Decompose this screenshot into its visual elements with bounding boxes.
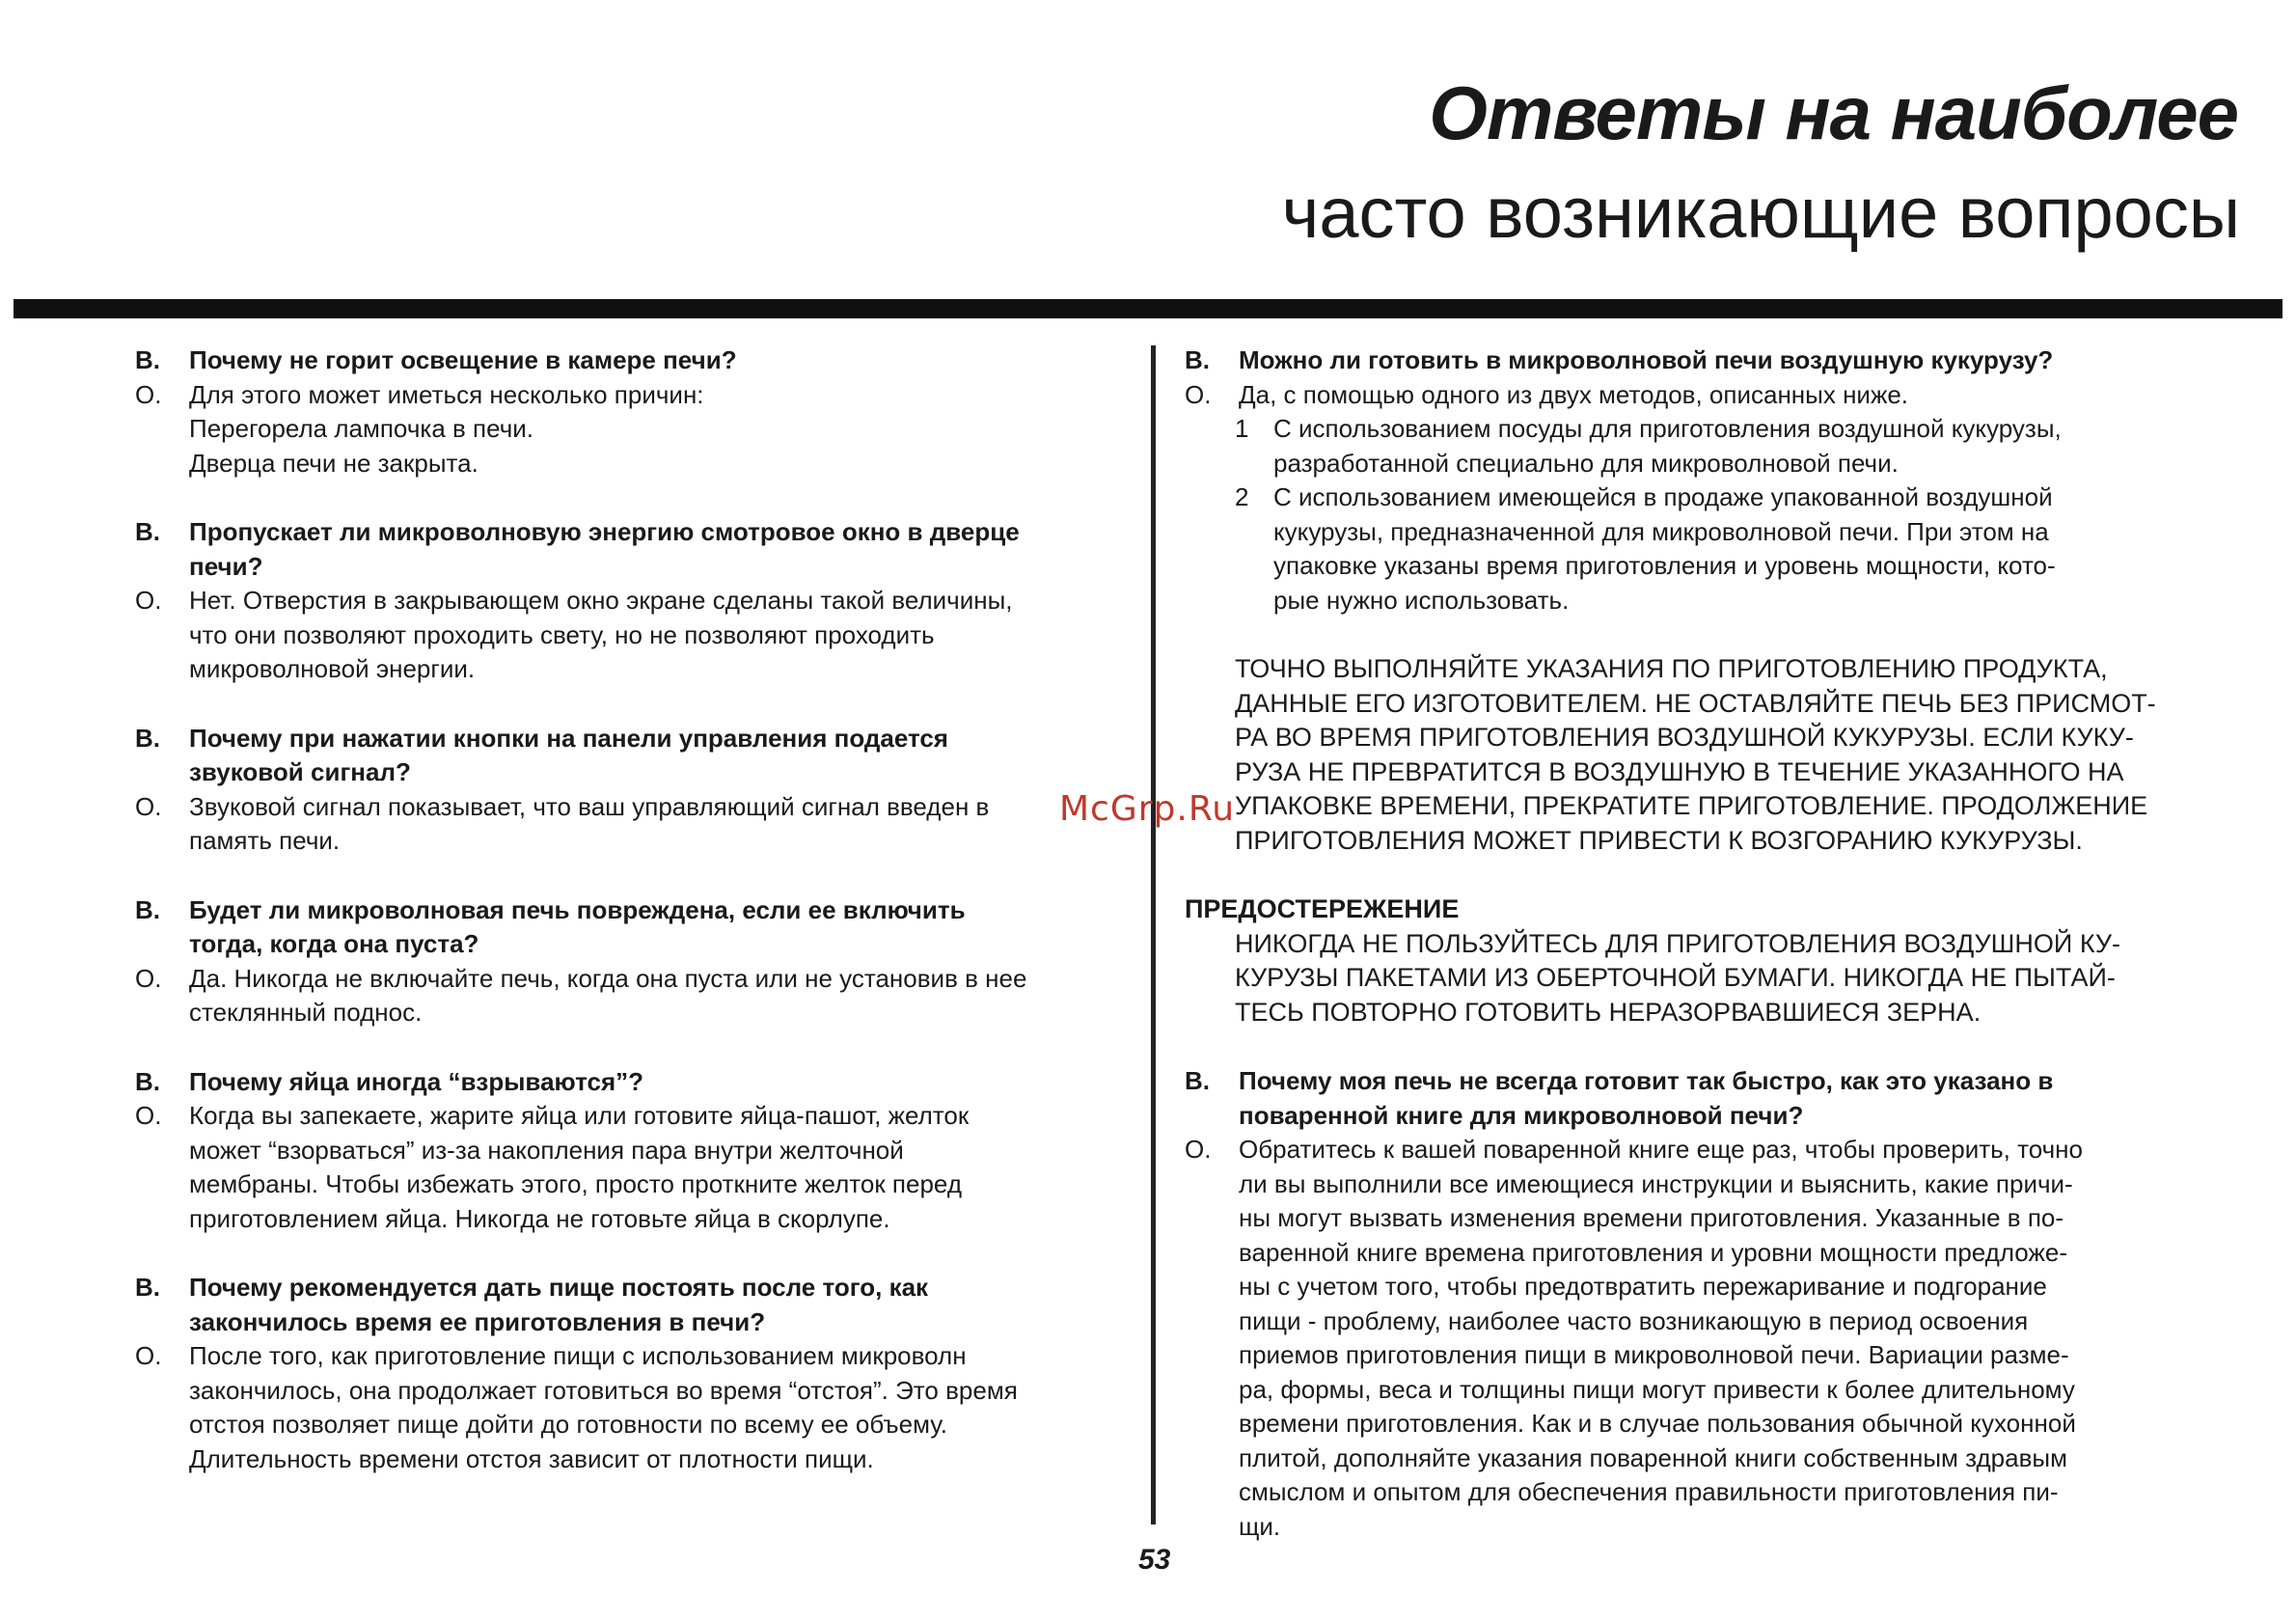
question-line	[135, 1305, 1109, 1340]
method-text: С использованием имеющейся в продаже упакованной воздушной	[1273, 482, 2053, 511]
answer-line	[1185, 1475, 2207, 1510]
method-item	[1185, 412, 2207, 447]
header-rule	[14, 299, 2282, 318]
watermark: McGrp.Ru	[1059, 789, 1236, 829]
question-line	[1185, 1064, 2207, 1099]
question-text: Почему при нажатии кнопки на панели управления подается	[189, 723, 948, 753]
answer-text: Нет. Отверстия в закрывающем окно экране сделаны такой величины,	[189, 586, 1013, 615]
answer-text: стеклянный поднос.	[189, 998, 423, 1027]
answer-line	[135, 584, 1109, 618]
question-text: Пропускает ли микроволновую энергию смотровое окно в дверце	[189, 517, 1020, 546]
answer-line	[135, 790, 1109, 825]
answer-line	[1185, 1373, 2207, 1408]
question-text: Будет ли микроволновая печь повреждена, если ее включить	[189, 894, 966, 924]
answer-line	[135, 652, 1109, 687]
warning-block	[1185, 892, 2207, 1030]
method-text: С использованием посуды для приготовления воздушной кукурузы,	[1273, 414, 2062, 443]
popcorn-notice-line: УПАКОВКЕ ВРЕМЕНИ, ПРЕКРАТИТЕ ПРИГОТОВЛЕНИЕ. ПРОДОЛЖЕНИЕ	[1235, 791, 2148, 820]
method-text: упаковке указаны время приготовления и уровень мощности, кото-	[1273, 551, 2056, 580]
question-tag: В.	[135, 345, 160, 374]
answer-text: мембраны. Чтобы избежать этого, просто проткните желток перед	[189, 1169, 962, 1198]
answer-text: щи.	[1239, 1511, 1281, 1541]
question-line	[1185, 343, 2207, 378]
page-title-line1: Ответы на наиболее	[1429, 70, 2238, 155]
popcorn-notice-line: ТОЧНО ВЫПОЛНЯЙТЕ УКАЗАНИЯ ПО ПРИГОТОВЛЕНИЮ ПРОДУКТА,	[1235, 654, 2108, 683]
answer-line	[135, 996, 1109, 1030]
answer-text: Обратитесь к вашей поваренной книге еще раз, чтобы проверить, точно	[1239, 1135, 2083, 1164]
answer-line	[1185, 1167, 2207, 1202]
answer-text: закончилось, она продолжает готовиться во время “отстоя”. Это время	[189, 1375, 1018, 1405]
answer-text: Звуковой сигнал показывает, что ваш управляющий сигнал введен в	[189, 791, 990, 821]
method-number: 1	[1235, 414, 1249, 443]
answer-text: микроволновой энергии.	[189, 654, 476, 683]
question-line	[135, 722, 1109, 756]
popcorn-notice-line: РУЗА НЕ ПРЕВРАТИТСЯ В ВОЗДУШНУЮ В ТЕЧЕНИЕ УКАЗАННОГО НА	[1235, 756, 2124, 786]
warning-line: КУРУЗЫ ПАКЕТАМИ ИЗ ОБЕРТОЧНОЙ БУМАГИ. НИКОГДА НЕ ПЫТАЙ-	[1235, 963, 2116, 992]
popcorn-notice-line: РА ВО ВРЕМЯ ПРИГОТОВЛЕНИЯ ВОЗДУШНОЙ КУКУРУЗЫ. ЕСЛИ КУКУ-	[1235, 723, 2134, 752]
left-column	[135, 343, 1109, 1511]
answer-text: ра, формы, веса и толщины пищи могут привести к более длительному	[1239, 1374, 2075, 1404]
question-text: поваренной книге для микроволновой печи?	[1239, 1100, 1804, 1130]
column-divider	[1151, 345, 1156, 1524]
question-tag: В.	[135, 723, 160, 753]
answer-text: варенной книге времена приготовления и уровни мощности предложе-	[1239, 1237, 2067, 1267]
question-line	[135, 343, 1109, 378]
answer-line	[1185, 1338, 2207, 1373]
question-text: тогда, когда она пуста?	[189, 929, 479, 958]
answer-text: Да. Никогда не включайте печь, когда она пуста или не установив в нее	[189, 963, 1027, 993]
qa-lighting	[135, 343, 1109, 481]
qa-beep	[135, 722, 1109, 859]
answer-text: отстоя позволяет пище дойти до готовности по всему ее объему.	[189, 1410, 947, 1439]
answer-line	[1185, 1201, 2207, 1236]
answer-line	[1185, 378, 2207, 413]
question-line	[135, 927, 1109, 962]
popcorn-notice-line: ПРИГОТОВЛЕНИЯ МОЖЕТ ПРИВЕСТИ К ВОЗГОРАНИЮ КУКУРУЗЫ.	[1235, 825, 2083, 855]
answer-text: Для этого может иметься несколько причин:	[189, 379, 704, 409]
question-text: Почему рекомендуется дать пище постоять после того, как	[189, 1273, 929, 1302]
page-title-line2: часто возникающие вопросы	[1281, 173, 2240, 253]
question-text: Почему яйца иногда “взрываются”?	[189, 1066, 643, 1096]
answer-text: Перегорела лампочка в печи.	[189, 414, 534, 443]
answer-text: приемов приготовления пищи в микроволновой печи. Вариации разме-	[1239, 1340, 2069, 1369]
popcorn-notice-line: ДАННЫЕ ЕГО ИЗГОТОВИТЕЛЕМ. НЕ ОСТАВЛЯЙТЕ ПЕЧЬ БЕЗ ПРИСМОТ-	[1235, 688, 2156, 718]
method-text: разработанной специально для микроволновой печи.	[1273, 448, 1899, 478]
question-text: закончилось время ее приготовления в печи?	[189, 1306, 766, 1336]
method-text: кукурузы, предназначенной для микроволновой печи. При этом на	[1273, 516, 2049, 546]
answer-tag: О.	[135, 963, 162, 993]
answer-text: Когда вы запекаете, жарите яйца или готовите яйца-пашот, желток	[189, 1101, 970, 1130]
answer-text: смыслом и опытом для обеспечения правильности приготовления пи-	[1239, 1477, 2059, 1506]
answer-text: что они позволяют проходить свету, но не позволяют проходить	[189, 619, 935, 649]
answer-line	[135, 1442, 1109, 1477]
answer-line	[135, 824, 1109, 859]
question-tag: В.	[135, 894, 160, 924]
answer-line	[1185, 1133, 2207, 1167]
answer-tag: О.	[135, 586, 162, 615]
answer-line	[135, 962, 1109, 997]
answer-text: пищи - проблему, наиболее часто возникающую в период освоения	[1239, 1305, 2029, 1335]
answer-text: Длительность времени отстоя зависит от плотности пищи.	[189, 1443, 874, 1473]
question-line	[135, 893, 1109, 928]
answer-line	[135, 1134, 1109, 1168]
answer-text: Да, с помощью одного из двух методов, описанных ниже.	[1239, 379, 1909, 409]
answer-text: ли вы выполнили все имеющиеся инструкции и выяснить, какие причи-	[1239, 1168, 2073, 1198]
question-tag: В.	[135, 517, 160, 546]
answer-line	[135, 1339, 1109, 1374]
question-text: Можно ли готовить в микроволновой печи воздушную кукурузу?	[1239, 345, 2054, 374]
question-text: Почему не горит освещение в камере печи?	[189, 345, 737, 374]
answer-tag: О.	[135, 1101, 162, 1130]
question-line	[135, 1065, 1109, 1100]
qa-standing-time	[135, 1271, 1109, 1476]
answer-text: может “взорваться” из-за накопления пара внутри желточной	[189, 1135, 904, 1165]
answer-tag: О.	[135, 379, 162, 409]
question-tag: В.	[135, 1066, 160, 1096]
answer-text: память печи.	[189, 826, 341, 855]
answer-tag: О.	[135, 1341, 162, 1370]
qa-popcorn	[1185, 343, 2207, 858]
question-text: звуковой сигнал?	[189, 757, 411, 786]
question-line	[135, 550, 1109, 585]
warning-heading: ПРЕДОСТЕРЕЖЕНИЕ	[1185, 894, 1460, 923]
qa-eggs	[135, 1065, 1109, 1237]
answer-line	[1185, 1510, 2207, 1545]
answer-line	[1185, 1407, 2207, 1442]
method-item	[1185, 481, 2207, 515]
answer-text: приготовлением яйца. Никогда не готовьте яйца в скорлупе.	[189, 1203, 890, 1233]
answer-line	[135, 1374, 1109, 1409]
answer-line	[1185, 1270, 2207, 1304]
answer-line	[1185, 1236, 2207, 1271]
answer-line	[1185, 1304, 2207, 1339]
question-tag: В.	[1185, 345, 1210, 374]
warning-line: ТЕСЬ ПОВТОРНО ГОТОВИТЬ НЕРАЗОРВАВШИЕСЯ ЗЕРНА.	[1235, 997, 1982, 1027]
answer-line	[135, 618, 1109, 653]
answer-tag: О.	[1185, 379, 1212, 409]
answer-line	[135, 447, 1109, 481]
method-number: 2	[1235, 482, 1249, 511]
answer-tag: О.	[1185, 1135, 1212, 1164]
method-text: рые нужно использовать.	[1273, 585, 1570, 615]
answer-line	[1185, 1442, 2207, 1476]
answer-tag: О.	[135, 791, 162, 821]
answer-text: Дверца печи не закрыта.	[189, 448, 478, 478]
question-line	[135, 755, 1109, 790]
qa-empty-oven	[135, 893, 1109, 1030]
question-tag: В.	[1185, 1066, 1210, 1095]
answer-text: плитой, дополняйте указания поваренной книги собственным здравым	[1239, 1442, 2067, 1472]
answer-line	[135, 412, 1109, 447]
question-line	[135, 1271, 1109, 1305]
question-text: Почему моя печь не всегда готовит так быстро, как это указано в	[1239, 1066, 2054, 1095]
question-text: печи?	[189, 551, 263, 581]
question-tag: В.	[135, 1273, 160, 1302]
answer-text: ны могут вызвать изменения времени приготовления. Указанные в по-	[1239, 1203, 2064, 1232]
qa-cooking-speed	[1185, 1064, 2207, 1544]
question-line	[135, 515, 1109, 550]
answer-text: времени приготовления. Как и в случае пользования обычной кухонной	[1239, 1409, 2076, 1438]
answer-line	[135, 1167, 1109, 1202]
answer-line	[135, 1202, 1109, 1237]
answer-line	[135, 1099, 1109, 1134]
qa-door-window	[135, 515, 1109, 687]
answer-line	[135, 378, 1109, 413]
page-number: 53	[1138, 1544, 1171, 1576]
answer-text: ны с учетом того, чтобы предотвратить пережаривание и подгорание	[1239, 1272, 2047, 1301]
answer-text: После того, как приготовление пищи с использованием микроволн	[189, 1341, 967, 1370]
right-column	[1185, 343, 2207, 1544]
question-line	[1185, 1099, 2207, 1134]
warning-line: НИКОГДА НЕ ПОЛЬЗУЙТЕСЬ ДЛЯ ПРИГОТОВЛЕНИЯ ВОЗДУШНОЙ КУ-	[1235, 928, 2121, 958]
answer-line	[135, 1408, 1109, 1442]
